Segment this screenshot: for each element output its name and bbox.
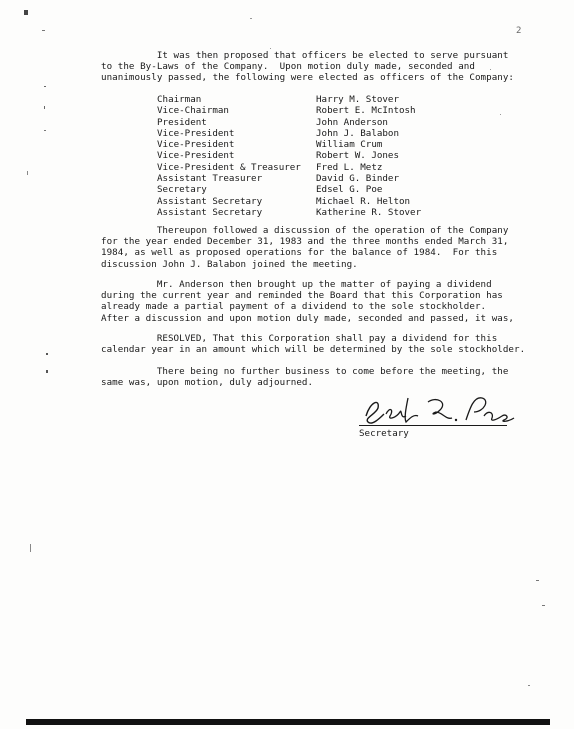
officer-row: [157, 139, 421, 150]
officer-row: [157, 196, 421, 207]
officer-name: John Anderson: [316, 116, 388, 128]
officer-title: Vice-President: [157, 139, 235, 151]
officers-list: [157, 94, 421, 218]
officer-row: [157, 150, 421, 161]
officer-row: [157, 117, 421, 128]
signature-line: [359, 425, 507, 426]
officer-name: Harry M. Stover: [316, 94, 399, 105]
paragraph-adjournment: There being no further business to come before the meeting, the same was, upon motion, duly adjourned.: [101, 366, 509, 389]
paragraph-operations-discussion: Thereupon followed a discussion of the operation of the Company for the year ended December 31, 1983 and the three months ended March 31, 1984, as well as proposed operations for the balance of 1984. For this discussion John J. Balabon joined the meeting.: [101, 225, 509, 270]
officer-title: President: [157, 116, 207, 128]
officer-row: [157, 94, 421, 105]
officer-title: Secretary: [157, 184, 207, 196]
officer-row: [157, 128, 421, 139]
officer-title: Assistant Secretary: [157, 206, 263, 218]
officer-name: Edsel G. Poe: [316, 184, 383, 196]
officer-row: [157, 207, 421, 218]
officer-title: Vice-President: [157, 150, 235, 162]
officer-row: [157, 184, 421, 195]
officer-name: Robert E. McIntosh: [316, 105, 416, 117]
paragraph-dividend-matter: Mr. Anderson then brought up the matter of paying a dividend during the current year and reminded the Board that this Corporation has already made a partial payment of a dividend to the sole stockholder. After a discussion and upon motion duly made, seconded and passed, it was,: [101, 279, 515, 324]
officer-row: [157, 105, 421, 116]
officer-title: Vice-Chairman: [157, 105, 229, 117]
officer-title: Vice-President & Treasurer: [157, 161, 301, 173]
officer-name: Fred L. Metz: [316, 161, 383, 173]
officer-row: [157, 162, 421, 173]
officer-title: Assistant Secretary: [157, 195, 263, 207]
officer-name: William Crum: [316, 139, 383, 151]
signature-caption: Secretary: [359, 428, 409, 439]
officer-row: [157, 173, 421, 184]
officer-name: Katherine R. Stover: [316, 206, 422, 218]
officer-name: John J. Balabon: [316, 127, 399, 139]
scan-edge-bar: [26, 719, 550, 725]
page-number: 2: [516, 26, 523, 36]
paragraph-election-proposal: It was then proposed that officers be elected to serve pursuant to the By-Laws of the Company. Upon motion duly made, seconded and unanimously passed, the following were elected as officers of the Company:: [101, 50, 515, 84]
officer-name: David G. Binder: [316, 173, 399, 185]
officer-name: Michael R. Helton: [316, 195, 411, 207]
officer-title: Vice-President: [157, 127, 235, 139]
officer-name: Robert W. Jones: [316, 150, 399, 162]
paragraph-resolution: RESOLVED, That this Corporation shall pay a dividend for this calendar year in an amount which will be determined by the sole stockholder.: [101, 333, 526, 356]
officer-title: Chairman: [157, 94, 202, 105]
officer-title: Assistant Treasurer: [157, 173, 263, 185]
